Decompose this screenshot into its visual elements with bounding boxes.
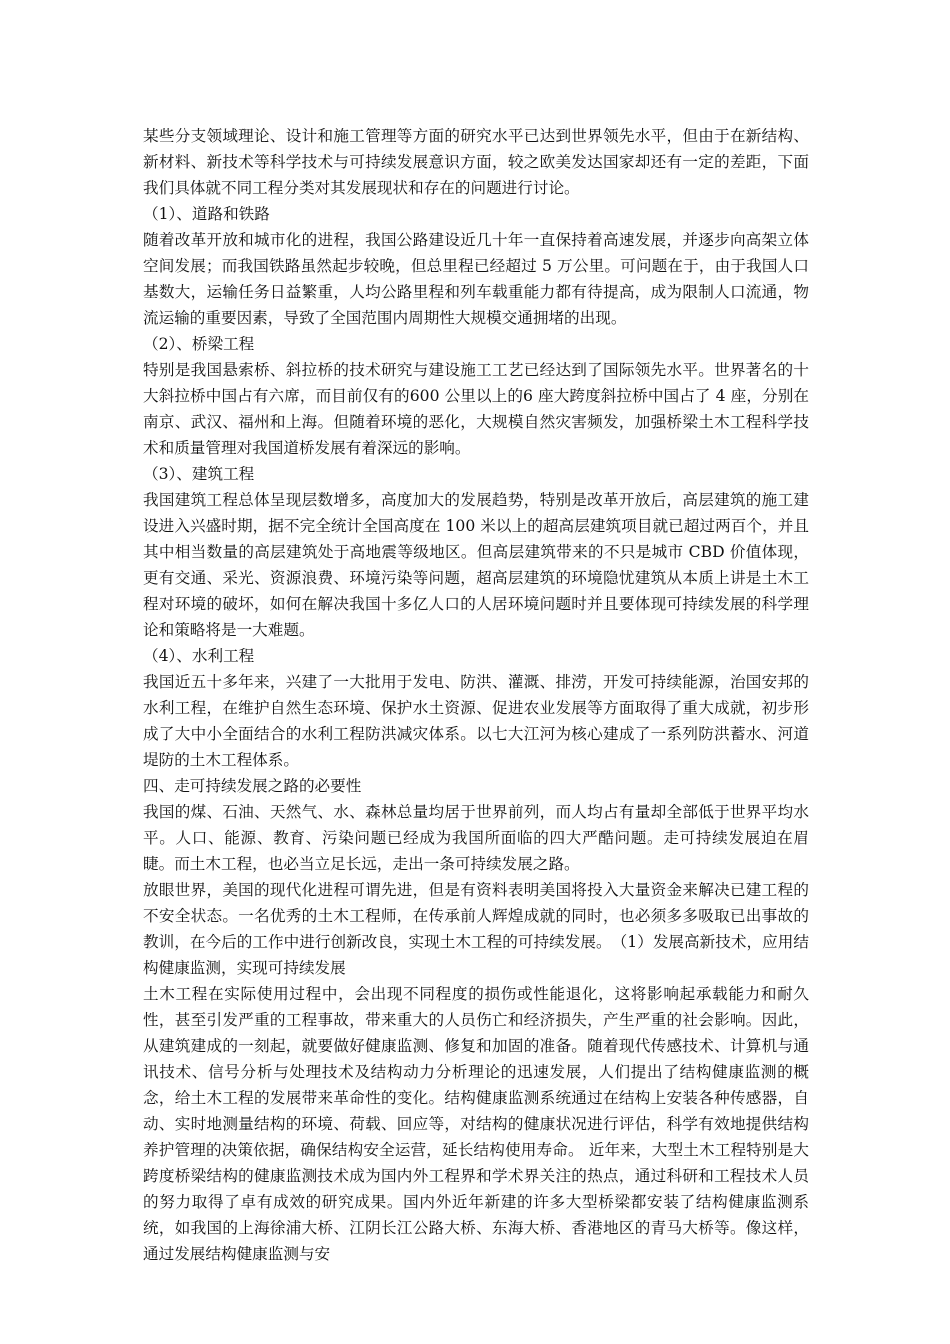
section-heading-sustainability: 四、走可持续发展之路的必要性 (143, 777, 362, 795)
intro-paragraph: 某些分支领域理论、设计和施工管理等方面的研究水平已达到世界领先水平，但由于在新结构、新材料、新技术等科学技术与可持续发展意识方面，较之欧美发达国家却还有一定的差距，下面我们具体就不同工程分类对其发展现状和存在的问题进行讨论。 (143, 127, 809, 197)
sustainability-paragraph: 我国的煤、石油、天然气、水、森林总量均居于世界前列，而人均占有量却全部低于世界平均水平。人口、能源、教育、污染问题已经成为我国所面临的四大严酷问题。走可持续发展迫在眉睫。而土木工程，也必当立足长远，走出一条可持续发展之路。 (143, 803, 809, 873)
health-monitoring-paragraph: 土木工程在实际使用过程中，会出现不同程度的损伤或性能退化，这将影响起承载能力和耐久性，甚至引发严重的工程事故，带来重大的人员伤亡和经济损失，产生严重的社会影响。因此，从建筑建成的一刻起，就要做好健康监测、修复和加固的准备。随着现代传感技术、计算机与通讯技术、信号分析与处理技术及结构动力分析理论的迅速发展，人们提出了结构健康监测的概念，给土木工程的发展带来革命性的变化。结构健康监测系统通过在结构上安装各种传感器，自动、实时地测量结构的环境、荷载、回应等，对结构的健康状况进行评估，科学有效地提供结构养护管理的决策依据，确保结构安全运营，延长结构使用寿命。 近年来，大型土木工程特别是大跨度桥梁结构的健康监测技术成为国内外工程界和学术界关注的热点，通过科研和工程技术人员的努力取得了卓有成效的研究成果。国内外近年新建的许多大型桥梁都安装了结构健康监测系统，如我国的上海徐浦大桥、江阴长江公路大桥、东海大桥、香港地区的青马大桥等。像这样，通过发展结构健康监测与安 (143, 985, 809, 1263)
bridges-paragraph: 特别是我国悬索桥、斜拉桥的技术研究与建设施工工艺已经达到了国际领先水平。世界著名的十大斜拉桥中国占有六席，而目前仅有的600 公里以上的6 座大跨度斜拉桥中国占了 4 座，分别在南京、武汉、福州和上海。但随着环境的恶化，大规模自然灾害频发，加强桥梁土木工程科学技术和质量管理对我国道桥发展有着深远的影响。 (143, 361, 809, 457)
buildings-paragraph: 我国建筑工程总体呈现层数增多，高度加大的发展趋势，特别是改革开放后，高层建筑的施工建设进入兴盛时期，据不完全统计全国高度在 100 米以上的超高层建筑项目就已超过两百个，并且其中相当数量的高层建筑处于高地震等级地区。但高层建筑带来的不只是城市 CBD 价值体现，更有交通、采光、资源浪费、环境污染等问题，超高层建筑的环境隐忧建筑从本质上讲是土木工程对环境的破坏，如何在解决我国十多亿人口的人居环境问题时并且要体现可持续发展的科学理论和策略将是一大难题。 (143, 491, 809, 639)
world-outlook-paragraph: 放眼世界，美国的现代化进程可谓先进，但是有资料表明美国将投入大量资金来解决已建工程的不安全状态。一名优秀的土木工程师，在传承前人辉煌成就的同时，也必须多多吸取已出事故的教训，在今后的工作中进行创新改良，实现土木工程的可持续发展。 （1）发展高新技术，应用结构健康监测，实现可持续发展 (143, 881, 809, 977)
document-body (143, 123, 809, 1267)
section-heading-buildings: （3）、建筑工程 (143, 465, 255, 483)
section-heading-roads-railways: （1）、道路和铁路 (143, 205, 270, 223)
section-heading-water-conservancy: （4）、水利工程 (143, 647, 255, 665)
water-conservancy-paragraph: 我国近五十多年来，兴建了一大批用于发电、防洪、灌溉、排涝，开发可持续能源，治国安邦的水利工程，在维护自然生态环境、保护水土资源、促进农业发展等方面取得了重大成就，初步形成了大中小全面结合的水利工程防洪减灾体系。以七大江河为核心建成了一系列防洪蓄水、河道堤防的土木工程体系。 (143, 673, 809, 769)
section-heading-bridges: （2）、桥梁工程 (143, 335, 255, 353)
roads-railways-paragraph: 随着改革开放和城市化的进程，我国公路建设近几十年一直保持着高速发展，并逐步向高架立体空间发展；而我国铁路虽然起步较晚，但总里程已经超过 5 万公里。可问题在于，由于我国人口基数大，运输任务日益繁重，人均公路里程和列车载重能力都有待提高，成为限制人口流通，物流运输的重要因素，导致了全国范围内周期性大规模交通拥堵的出现。 (143, 231, 809, 327)
